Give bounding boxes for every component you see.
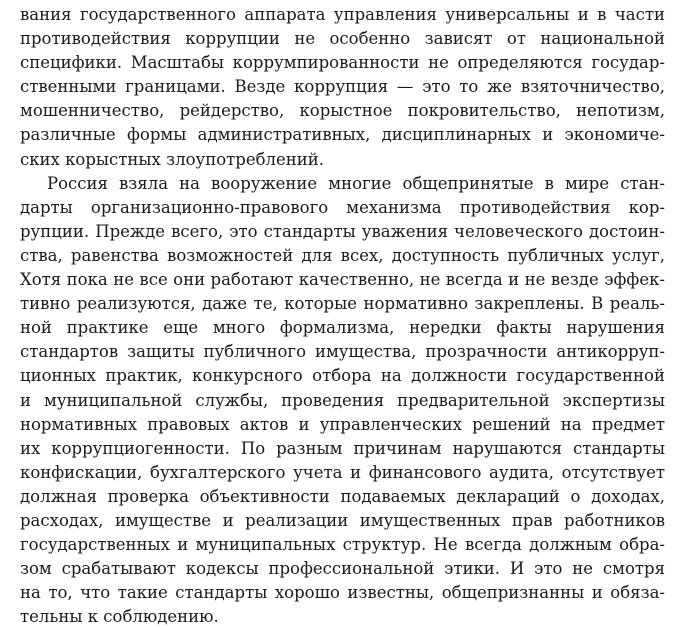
- text-line: Россия взяла на вооружение многие общепринятые в мире стан-: [47, 173, 665, 193]
- document-page: [20, 3, 665, 629]
- text-line: специфики. Масштабы коррумпированности не определяются государ-: [20, 53, 665, 73]
- text-line: стандартов защиты публичного имущества, прозрачности антикорруп-: [20, 342, 665, 362]
- text-line: тельны к соблюдению.: [20, 607, 219, 627]
- text-line: мошенничество, рейдерство, корыстное покровительство, непотизм,: [20, 101, 665, 121]
- text-line: ских корыстных злоупотреблений.: [20, 149, 325, 169]
- text-line: Хотя пока не все они работают качественно, не всегда и не везде эффек-: [20, 270, 665, 290]
- text-line: противодействия коррупции не особенно зависят от национальной: [20, 29, 665, 49]
- text-line: ства, равенства возможностей для всех, доступность публичных услуг,: [20, 245, 665, 265]
- text-line: нормативных правовых актов и управленческих решений на предмет: [20, 414, 665, 434]
- text-line: зом срабатывают кодексы профессиональной этики. И это не смотря: [20, 559, 665, 579]
- text-line: ственными границами. Везде коррупция — это то же взяточничество,: [20, 77, 665, 97]
- text-line: расходах, имуществе и реализации имущественных прав работников: [20, 510, 665, 530]
- text-line: на то, что такие стандарты хорошо известны, общепризнанны и обяза-: [20, 583, 665, 603]
- text-line: и муниципальной службы, проведения предварительной экспертизы: [20, 390, 665, 410]
- text-line: рупции. Прежде всего, это стандарты уважения человеческого достоин-: [20, 221, 665, 241]
- text-line: тивно реализуются, даже те, которые нормативно закреплены. В реаль-: [20, 294, 665, 314]
- paragraph-2: [20, 172, 665, 629]
- paragraph-1: [20, 3, 665, 172]
- text-line: конфискации, бухгалтерского учета и финансового аудита, отсутствует: [20, 462, 665, 482]
- text-line: государственных и муниципальных структур. Не всегда должным обра-: [20, 535, 665, 555]
- text-line: ционных практик, конкурсного отбора на должности государственной: [20, 366, 665, 386]
- text-line: различные формы административных, дисциплинарных и экономиче-: [20, 125, 665, 145]
- text-line: дарты организационно-правового механизма противодействия кор-: [20, 197, 665, 217]
- text-line: должная проверка объективности подаваемых деклараций о доходах,: [20, 486, 665, 506]
- text-line: ной практике еще много формализма, нередки факты нарушения: [20, 318, 665, 338]
- text-line: вания государственного аппарата управления универсальны и в части: [20, 5, 665, 24]
- text-line: их коррупциогенности. По разным причинам нарушаются стандарты: [20, 438, 665, 458]
